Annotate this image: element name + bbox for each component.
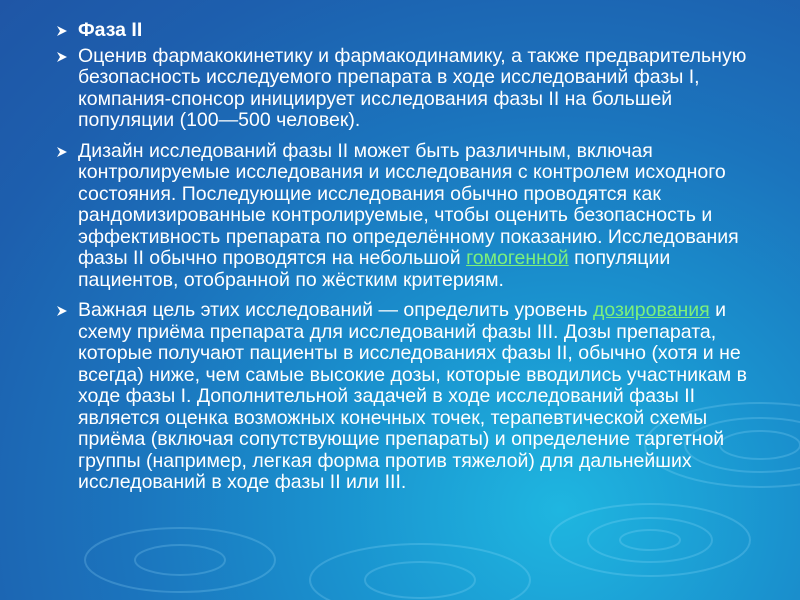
arrowhead-bullet-icon	[56, 51, 68, 63]
slide-heading: Фаза II	[78, 19, 143, 41]
arrowhead-bullet-icon	[56, 146, 68, 158]
bullet-item	[56, 141, 761, 292]
slide-content	[56, 20, 761, 503]
arrowhead-bullet-icon	[56, 25, 68, 37]
bullet-item	[56, 300, 761, 494]
bullet-text: и схему приёма препарата для исследований фазы III. Дозы препарата, которые получают пациенты в исследованиях фазы II, обычно (хотя и не всегда) ниже, чем самые высокие дозы, которые вводились участникам в ходе фазы I. Дополнительной задачей в ходе исследований фазы II является оценка возможных конечных точек, терапевтической схемы приёма (включая сопутствующие препараты) и определение таргетной группы (например, легкая форма против тяжелой) для дальнейших исследований в ходе фазы II или III.	[78, 299, 747, 493]
bullet-item	[56, 46, 761, 132]
bullet-text: популяции пациентов, отобранной по жёстким критериям.	[78, 247, 671, 291]
dosing-link[interactable]: дозирования	[592, 299, 710, 321]
homogeneous-link[interactable]: гомогенной	[466, 247, 569, 269]
bullet-text: Важная цель этих исследований — определить уровень	[78, 299, 593, 321]
arrowhead-bullet-icon	[56, 305, 68, 317]
bullet-text: Дизайн исследований фазы II может быть различным, включая контролируемые исследования и исследования с контролем исходного состояния. Последующие исследования обычно проводятся как рандомизированные контролируемые, чтобы оценить безопасность и эффективность препарата по определённому показанию. Исследования фазы II обычно проводятся на небольшой	[78, 139, 739, 269]
bullet-text: Оценив фармакокинетику и фармакодинамику, а также предварительную безопасность исследуемого препарата в ходе исследований фазы I, компания-спонсор инициирует исследования фазы II на большей популяции (100—500 человек).	[78, 44, 747, 131]
heading-bullet	[56, 20, 761, 42]
